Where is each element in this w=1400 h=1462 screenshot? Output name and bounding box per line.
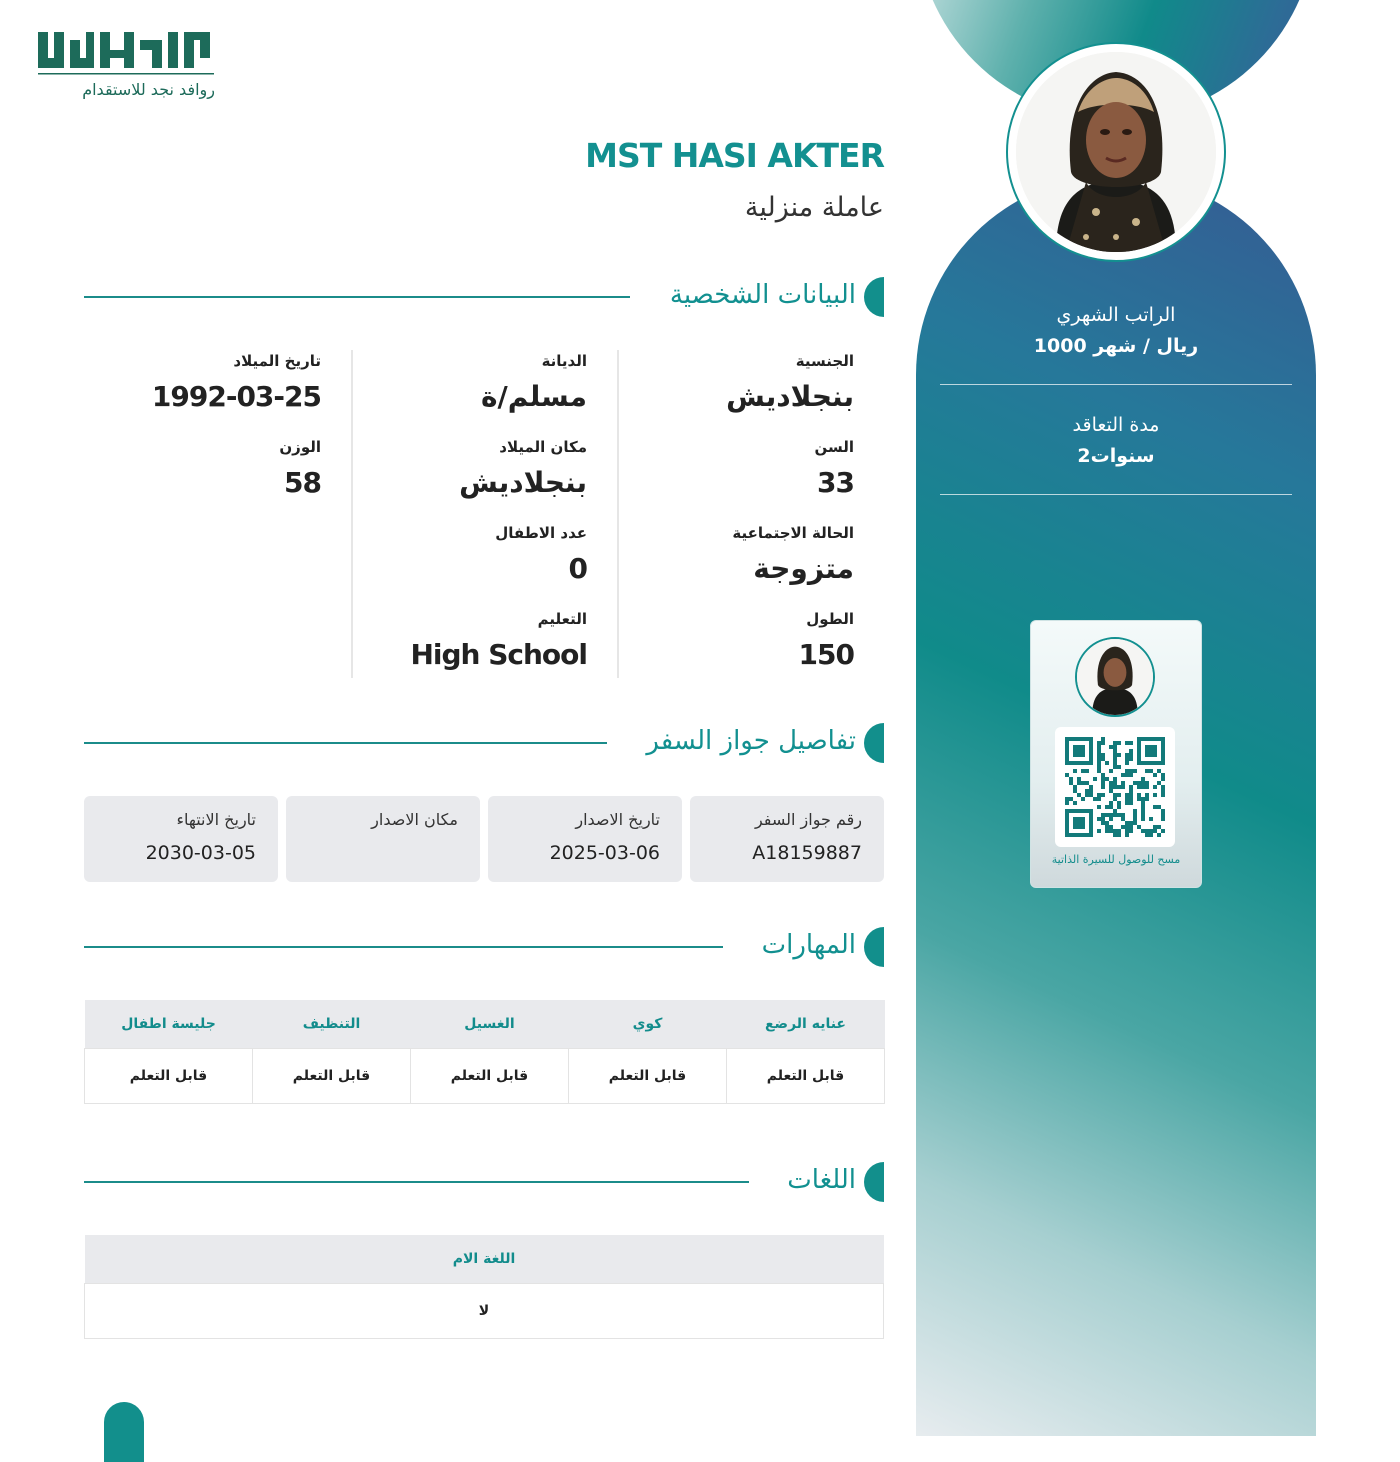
qr-caption: مسح للوصول للسيرة الذاتية <box>1051 853 1181 866</box>
sidebar <box>916 0 1316 1436</box>
column-divider <box>351 350 353 678</box>
skill-header: كوي <box>569 1000 727 1049</box>
skill-value: قابل التعلم <box>411 1049 569 1104</box>
languages-table <box>84 1235 884 1339</box>
skills-section-title: المهارات <box>761 930 856 960</box>
skill-value: قابل التعلم <box>727 1049 885 1104</box>
issue-date-label: تاريخ الاصدار <box>575 810 660 829</box>
skill-value: قابل التعلم <box>85 1049 253 1104</box>
skill-header: جليسة اطفال <box>85 1000 253 1049</box>
qr-card[interactable] <box>1030 620 1202 888</box>
qr-code[interactable] <box>1055 727 1175 847</box>
sidebar-divider <box>940 384 1292 385</box>
contract-value: 2سنوات <box>1077 445 1155 467</box>
passport-section-title: تفاصيل جواز السفر <box>646 726 856 756</box>
column-divider <box>617 350 619 678</box>
marital-label: الحالة الاجتماعية <box>732 524 854 542</box>
weight-label: الوزن <box>279 438 321 456</box>
height-value: 150 <box>798 638 854 671</box>
children-label: عدد الاطفال <box>495 524 587 542</box>
skill-header: التنظيف <box>253 1000 411 1049</box>
contract-label: مدة التعاقد <box>1072 414 1160 436</box>
education-label: التعليم <box>537 610 587 628</box>
passport-number-label: رقم جواز السفر <box>754 810 862 829</box>
birth-date-value: 1992-03-25 <box>151 380 321 413</box>
section-divider <box>84 946 723 948</box>
salary-label: الراتب الشهري <box>1056 304 1176 326</box>
section-divider <box>84 296 630 298</box>
candidate-name: MST HASI AKTER <box>585 136 884 175</box>
languages-section-title: اللغات <box>787 1165 856 1195</box>
birth-place-value: بنجلاديش <box>459 466 587 499</box>
section-marker <box>864 723 884 763</box>
issue-date-value: 2025-03-06 <box>549 842 660 864</box>
section-divider <box>84 1181 749 1183</box>
job-title: عاملة منزلية <box>744 192 884 223</box>
skill-header: عنايه الرضع <box>727 1000 885 1049</box>
weight-value: 58 <box>284 466 321 499</box>
skill-value: قابل التعلم <box>253 1049 411 1104</box>
birth-place-label: مكان الميلاد <box>499 438 587 456</box>
sidebar-divider <box>940 494 1292 495</box>
height-label: الطول <box>806 610 854 628</box>
expiry-date-card <box>84 796 278 882</box>
issue-place-card <box>286 796 480 882</box>
age-value: 33 <box>817 466 854 499</box>
issue-place-label: مكان الاصدار <box>371 810 458 829</box>
children-value: 0 <box>568 552 587 585</box>
logo-mark-icon <box>38 28 216 76</box>
birth-date-label: تاريخ الميلاد <box>233 352 321 370</box>
passport-number-card <box>690 796 884 882</box>
issue-date-card <box>488 796 682 882</box>
qr-avatar <box>1075 637 1155 717</box>
qr-code-icon <box>1055 727 1175 847</box>
salary-value: 1000 ريال / شهر <box>1033 335 1199 357</box>
person-icon <box>1077 639 1153 715</box>
religion-value: مسلم/ة <box>481 380 587 413</box>
marital-value: متزوجة <box>753 552 854 585</box>
language-header: اللغة الام <box>85 1235 884 1284</box>
section-marker <box>864 277 884 317</box>
section-marker <box>864 1162 884 1202</box>
expiry-date-label: تاريخ الانتهاء <box>176 810 256 829</box>
skill-header: الغسيل <box>411 1000 569 1049</box>
person-icon <box>1016 52 1216 252</box>
expiry-date-value: 2030-03-05 <box>145 842 256 864</box>
personal-section-title: البيانات الشخصية <box>669 280 856 310</box>
section-marker <box>864 927 884 967</box>
passport-number-value: A18159887 <box>752 842 862 864</box>
language-value: لا <box>85 1284 884 1339</box>
footer-marker <box>104 1402 144 1462</box>
skill-value: قابل التعلم <box>569 1049 727 1104</box>
religion-label: الديانة <box>541 352 587 370</box>
education-value: High School <box>410 638 587 671</box>
age-label: السن <box>814 438 854 456</box>
nationality-label: الجنسية <box>795 352 854 370</box>
section-divider <box>84 742 607 744</box>
nationality-value: بنجلاديش <box>726 380 854 413</box>
logo-tagline: روافد نجد للاستقدام <box>82 80 215 99</box>
candidate-photo <box>1016 52 1216 252</box>
company-logo <box>38 28 218 108</box>
skills-table <box>84 1000 885 1104</box>
